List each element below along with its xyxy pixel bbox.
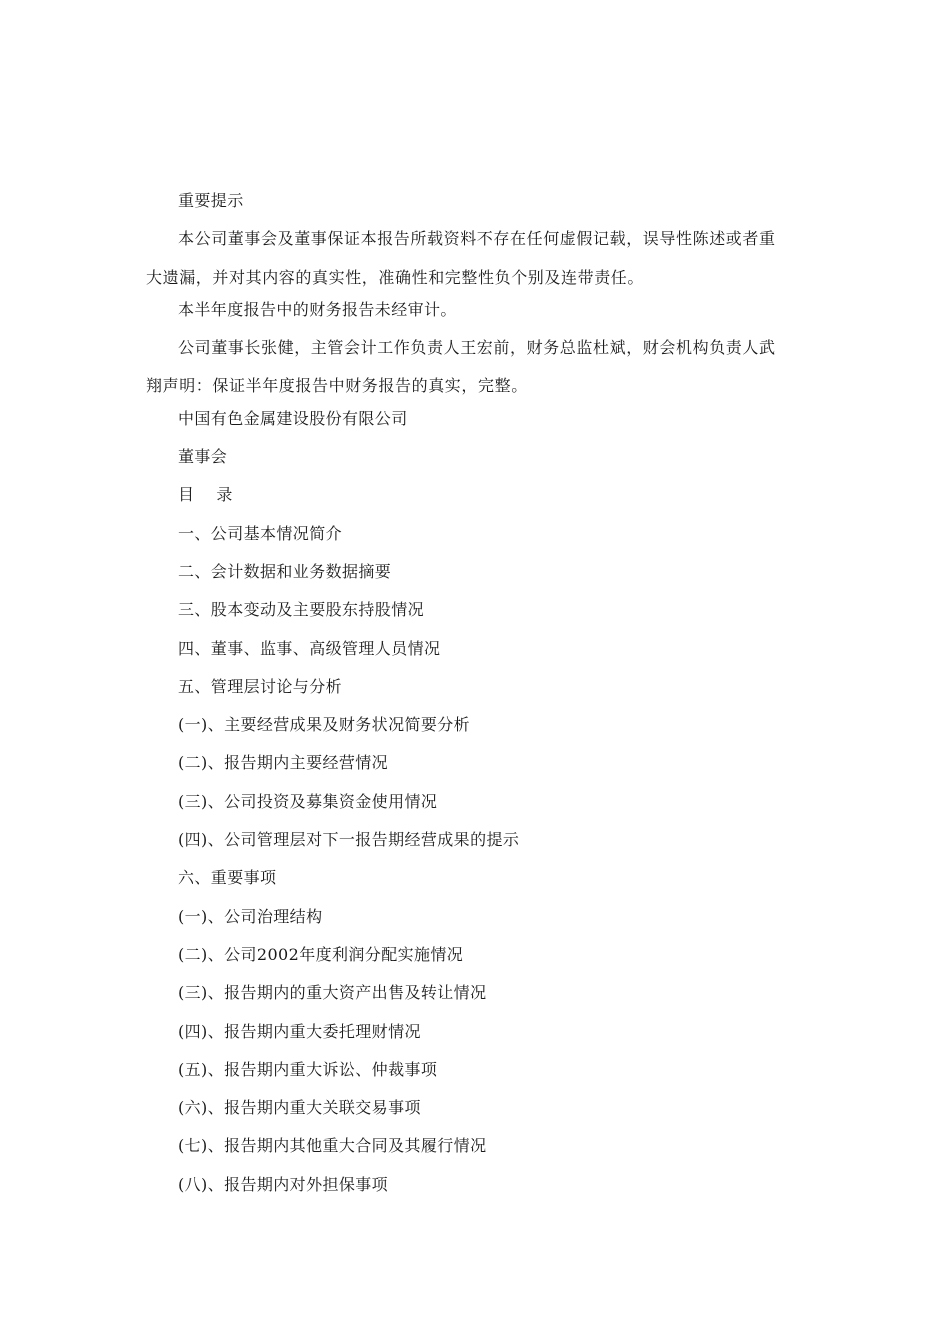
toc-item: (五)、报告期内重大诉讼、仲裁事项 <box>178 1059 438 1079</box>
toc-item: 六、重要事项 <box>178 868 277 888</box>
toc-item: (八)、报告期内对外担保事项 <box>178 1174 389 1194</box>
document-body <box>146 188 776 1210</box>
toc-item: 三、股本变动及主要股东持股情况 <box>178 600 425 620</box>
toc-title <box>146 482 776 520</box>
toc-item: (四)、公司管理层对下一报告期经营成果的提示 <box>178 830 520 850</box>
notice-paragraph-3-text: 公司董事长张健，主管会计工作负责人王宏前，财务总监杜斌，财会机构负责人武翔声明：保证半年度报告中财务报告的真实，完整。 <box>146 338 776 396</box>
toc-item: 五、管理层讨论与分析 <box>178 676 343 696</box>
toc-item: (六)、报告期内重大关联交易事项 <box>178 1098 421 1118</box>
toc-title-right: 录 <box>216 485 233 505</box>
toc-item: 一、公司基本情况简介 <box>178 523 343 543</box>
notice-paragraph-3 <box>146 329 776 406</box>
board-signature: 董事会 <box>178 447 228 467</box>
notice-paragraph-1 <box>146 220 776 297</box>
notice-paragraph-1-text: 本公司董事会及董事保证本报告所载资料不存在任何虚假记载，误导性陈述或者重大遗漏，并对其内容的真实性，准确性和完整性负个别及连带责任。 <box>146 229 776 287</box>
toc-item: (二)、报告期内主要经营情况 <box>178 753 389 773</box>
toc-item: (二)、公司2002年度利润分配实施情况 <box>178 944 464 964</box>
toc-item: (三)、公司投资及募集资金使用情况 <box>178 791 438 811</box>
notice-paragraph-2: 本半年度报告中的财务报告未经审计。 <box>178 299 457 319</box>
toc-item: (七)、报告期内其他重大合同及其履行情况 <box>178 1136 487 1156</box>
toc-item: 二、会计数据和业务数据摘要 <box>178 561 392 581</box>
company-name: 中国有色金属建设股份有限公司 <box>178 408 408 428</box>
notice-heading: 重要提示 <box>178 191 244 210</box>
toc-item: (一)、公司治理结构 <box>178 906 323 926</box>
toc-item: (三)、报告期内的重大资产出售及转让情况 <box>178 983 487 1003</box>
toc-item: (一)、主要经营成果及财务状况简要分析 <box>178 715 471 735</box>
toc-item: (四)、报告期内重大委托理财情况 <box>178 1021 421 1041</box>
toc-item: 四、董事、监事、高级管理人员情况 <box>178 638 441 658</box>
toc-list <box>146 521 776 1210</box>
toc-title-left: 目 <box>178 485 195 505</box>
